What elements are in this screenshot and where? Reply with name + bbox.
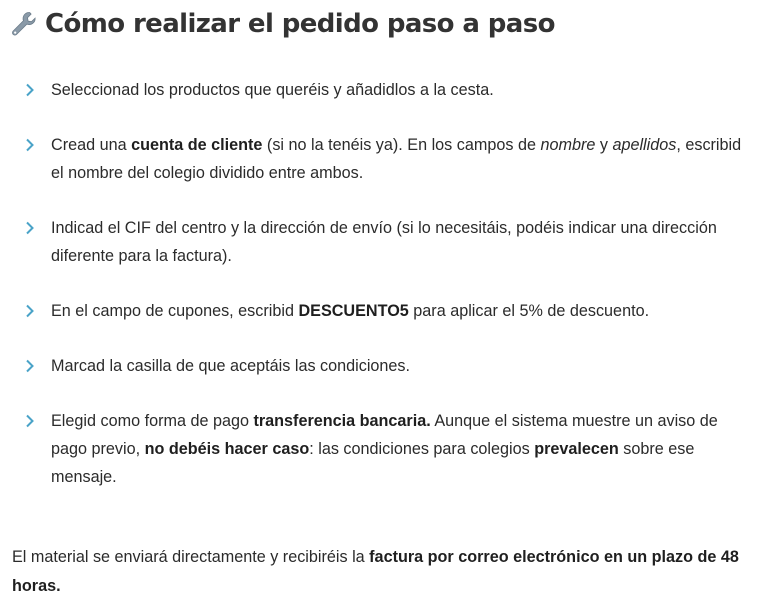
step-bold: transferencia bancaria. xyxy=(253,412,431,430)
page-title xyxy=(10,6,555,42)
chevron-right-icon xyxy=(25,414,35,428)
step-text: sobre ese mensaje. xyxy=(51,440,695,486)
wrench-icon xyxy=(10,10,38,38)
step-text: : las condiciones para colegios xyxy=(309,440,535,458)
list-item xyxy=(0,407,762,491)
step-text: y xyxy=(595,136,613,154)
chevron-right-icon xyxy=(25,138,35,152)
chevron-right-icon xyxy=(25,83,35,97)
step-bold: prevalecen xyxy=(534,440,619,458)
list-item xyxy=(0,76,762,104)
list-item xyxy=(0,131,762,187)
step-bold: cuenta de cliente xyxy=(131,136,263,154)
chevron-right-icon xyxy=(25,359,35,373)
delivery-note xyxy=(12,543,752,601)
list-item xyxy=(0,214,762,270)
step-text: En el campo de cupones, escribid xyxy=(51,302,299,320)
step-bold: no debéis hacer caso xyxy=(144,440,310,458)
page-title-text: Cómo realizar el pedido paso a paso xyxy=(45,9,555,39)
step-italic: apellidos xyxy=(612,136,677,154)
step-italic: nombre xyxy=(540,136,596,154)
step-text: Cread una xyxy=(51,136,132,154)
step-text: , escribid el nombre del colegio dividido entre ambos. xyxy=(51,136,742,182)
step-bold: DESCUENTO5 xyxy=(298,302,409,320)
steps-list xyxy=(0,76,762,518)
list-item xyxy=(0,352,762,380)
step-text: Elegid como forma de pago xyxy=(51,412,254,430)
delivery-note-bold: factura por correo electrónico en un plazo de 48 horas. xyxy=(12,548,739,595)
step-text: Aunque el sistema muestre un aviso de pago previo, xyxy=(51,412,718,458)
step-text: (si no la tenéis ya). En los campos de xyxy=(262,136,541,154)
step-text: Indicad el CIF del centro y la dirección de envío (si lo necesitáis, podéis indicar una dirección diferente para la factura). xyxy=(51,219,717,265)
list-item xyxy=(0,297,762,325)
chevron-right-icon xyxy=(25,304,35,318)
step-text: Seleccionad los productos que queréis y añadidlos a la cesta. xyxy=(51,81,494,99)
step-text: para aplicar el 5% de descuento. xyxy=(408,302,650,320)
chevron-right-icon xyxy=(25,221,35,235)
step-text: Marcad la casilla de que aceptáis las condiciones. xyxy=(51,357,411,375)
delivery-note-text: El material se enviará directamente y recibiréis la xyxy=(12,548,370,566)
